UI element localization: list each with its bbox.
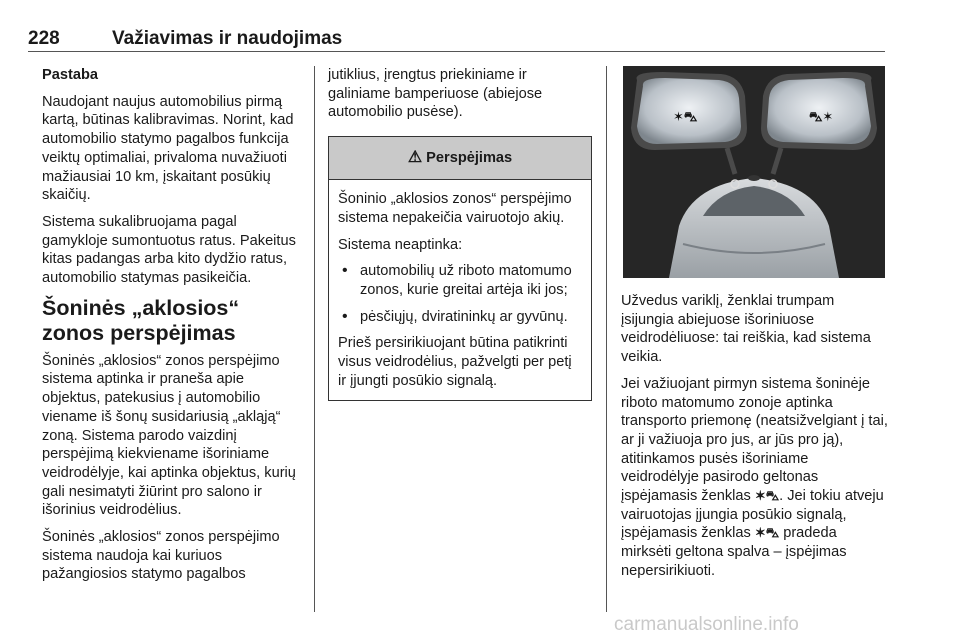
column-divider-2 — [606, 66, 607, 612]
list-item: • pėsčiųjų, dviratininkų ar gyvūnų. — [338, 308, 583, 327]
header-rule — [28, 51, 885, 52]
page-title: Važiavimas ir naudojimas — [112, 28, 343, 49]
mirrors-and-car-image — [623, 66, 885, 278]
paragraph: Užvedus variklį, ženklai trumpam įsijungia abiejuose išoriniuose veidrodėliuose: tai reiškia, kad sistema veikia. — [621, 293, 871, 366]
warning-box — [328, 136, 592, 401]
text-span: pradeda mirksėti geltona spalva – įspėjimas nepersirikiuoti. — [621, 525, 847, 579]
paragraph: jutiklius, įrengtus priekiniame ir galiniame bamperiuose (abiejose automobilio pusėse). — [328, 67, 543, 121]
paragraph — [621, 375, 889, 581]
page-number: 228 — [28, 28, 60, 49]
svg-text:✶⛍: ✶⛍ — [673, 110, 698, 125]
warning-icon: ⚠ — [407, 148, 423, 166]
text-span: Jei važiuojant pirmyn sistema šoninėje riboto matomumo zonoje aptinka transporto priemonę (neatsižvelgiant į tai, ar ji važiuoja pro jus, ar jūs pro ją), atitinkamos pusės išoriniame veidrodėlyje pasirodo geltonas įspėjamasis ženklas — [621, 375, 888, 505]
blind-spot-illustration — [623, 66, 885, 278]
warning-paragraph: Prieš persirikiuojant būtina patikrinti visus veidrodėlius, pažvelgti per petį ir įjungti posūkio signalą. — [338, 335, 572, 389]
warning-list — [338, 262, 583, 326]
warning-paragraph: Šoninio „aklosios zonos“ perspėjimo sistema nepakeičia vairuotojo akių. — [338, 191, 572, 226]
svg-text:⛍✶: ⛍✶ — [809, 110, 834, 125]
column-1 — [42, 66, 300, 592]
warning-heading: Perspėjimas — [426, 149, 513, 166]
warning-body — [329, 180, 591, 400]
column-divider-1 — [314, 66, 315, 612]
paragraph: Šoninės „aklosios“ zonos perspėjimo sistema naudoja kai kuriuos pažangiosios statymo pagalbos — [42, 529, 280, 583]
note-title: Pastaba — [42, 67, 98, 83]
blind-spot-warning-icon: ✶⛍ — [754, 525, 780, 541]
blind-spot-warning-icon: ✶⛍ — [754, 488, 780, 504]
note-text: Naudojant naujus automobilius pirmą kartą, būtinas kalibravimas. Norint, kad automobilio statymo pagalbos funkcija veiktų optimaliai, privaloma nuvažiuoti mažiausiai 10 km, įskaitant posūkių skaičių. — [42, 93, 294, 204]
section-heading: Šoninės „aklosios“ zonos perspėjimas — [42, 295, 240, 345]
paragraph: Sistema sukalibruojama pagal gamykloje sumontuotus ratus. Pakeitus kitas padangas arba kito dydžio ratus, automobilio statymas pasikeičia. — [42, 213, 296, 287]
text-span: . Jei tokiu atveju vairuotojas įjungia posūkio signalą, įspėjamasis ženklas — [621, 488, 884, 542]
column-2 — [328, 66, 592, 401]
column-3 — [621, 292, 889, 589]
list-item: • automobilių už riboto matomumo zonos, kurie greitai artėja iki jos; — [338, 262, 583, 299]
paragraph: Šoninės „aklosios“ zonos perspėjimo sistema aptinka ir praneša apie objektus, patekusius į automobilio viename iš šonų susidariusią „akląją“ zoną. Sistema parodo vaizdinį perspėjimą kiekviename išoriniame veidrodėlyje, kai aptinka objektus, kurių gali nesimatyti žiūrint pro salono ir išorinius veidrodėlius. — [42, 352, 296, 519]
warning-header — [329, 137, 591, 180]
warning-paragraph: Sistema neaptinka: — [338, 236, 463, 253]
watermark: carmanualsonline.info — [614, 614, 799, 635]
